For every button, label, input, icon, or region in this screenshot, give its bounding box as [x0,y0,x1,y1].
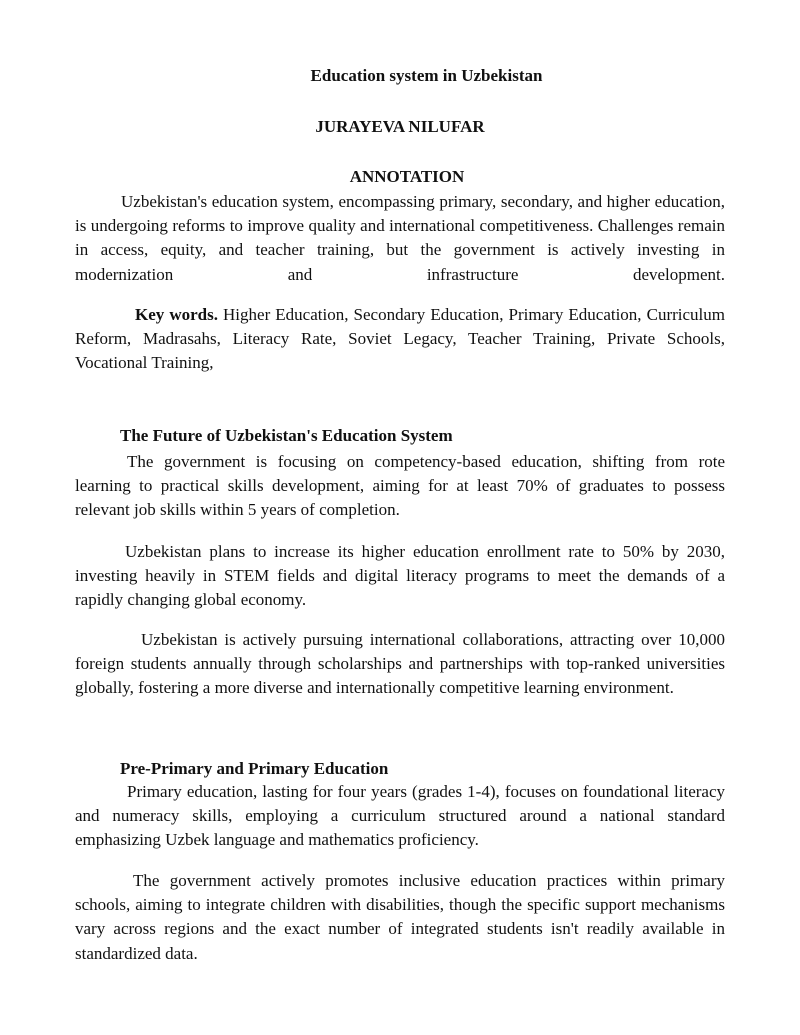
section-paragraph: Uzbekistan is actively pursuing international collaborations, attracting over 10,000 foreign students annually through scholarships and partnerships with top-ranked universities globally, fostering a more diverse and internationally competitive learning environment. [75,630,725,698]
author-name: JURAYEVA NILUFAR [315,117,485,136]
section-paragraph: Primary education, lasting for four years (grades 1-4), focuses on foundational literacy and numeracy skills, employing a curriculum structured around a national standard emphasizing Uzbek language and mathematics proficiency. [75,782,725,850]
section-paragraph: The government actively promotes inclusive education practices within primary schools, aiming to integrate children with disabilities, though the specific support mechanisms vary across regions and the exact number of integrated students isn't readily available in standardized data. [75,871,725,963]
keywords-label: Key words. [135,305,218,324]
section-paragraph: The government is focusing on competency-based education, shifting from rote learning to practical skills development, aiming for at least 70% of graduates to possess relevant job skills within 5 years of completion. [75,452,725,520]
document-title: Education system in Uzbekistan [310,66,543,85]
section-heading-future: The Future of Uzbekistan's Education System [120,426,453,445]
annotation-heading: ANNOTATION [349,167,465,186]
section-paragraph: Uzbekistan plans to increase its higher education enrollment rate to 50% by 2030, investing heavily in STEM fields and digital literacy programs to meet the demands of a rapidly changing global economy. [75,542,725,610]
section-heading-primary: Pre-Primary and Primary Education [120,759,389,778]
annotation-paragraph: Uzbekistan's education system, encompassing primary, secondary, and higher education, is undergoing reforms to improve quality and international competitiveness. Challenges remain in access, equity, and teacher training, but the government is actively investing in modernization and infrastructure development. [75,192,725,284]
keywords-list: Higher Education, Secondary Education, Primary Education, Curriculum Reform, Madrasahs, Literacy Rate, Soviet Legacy, Teacher Training, Private Schools, Vocational Training, [75,305,725,373]
keywords-paragraph [75,303,725,376]
